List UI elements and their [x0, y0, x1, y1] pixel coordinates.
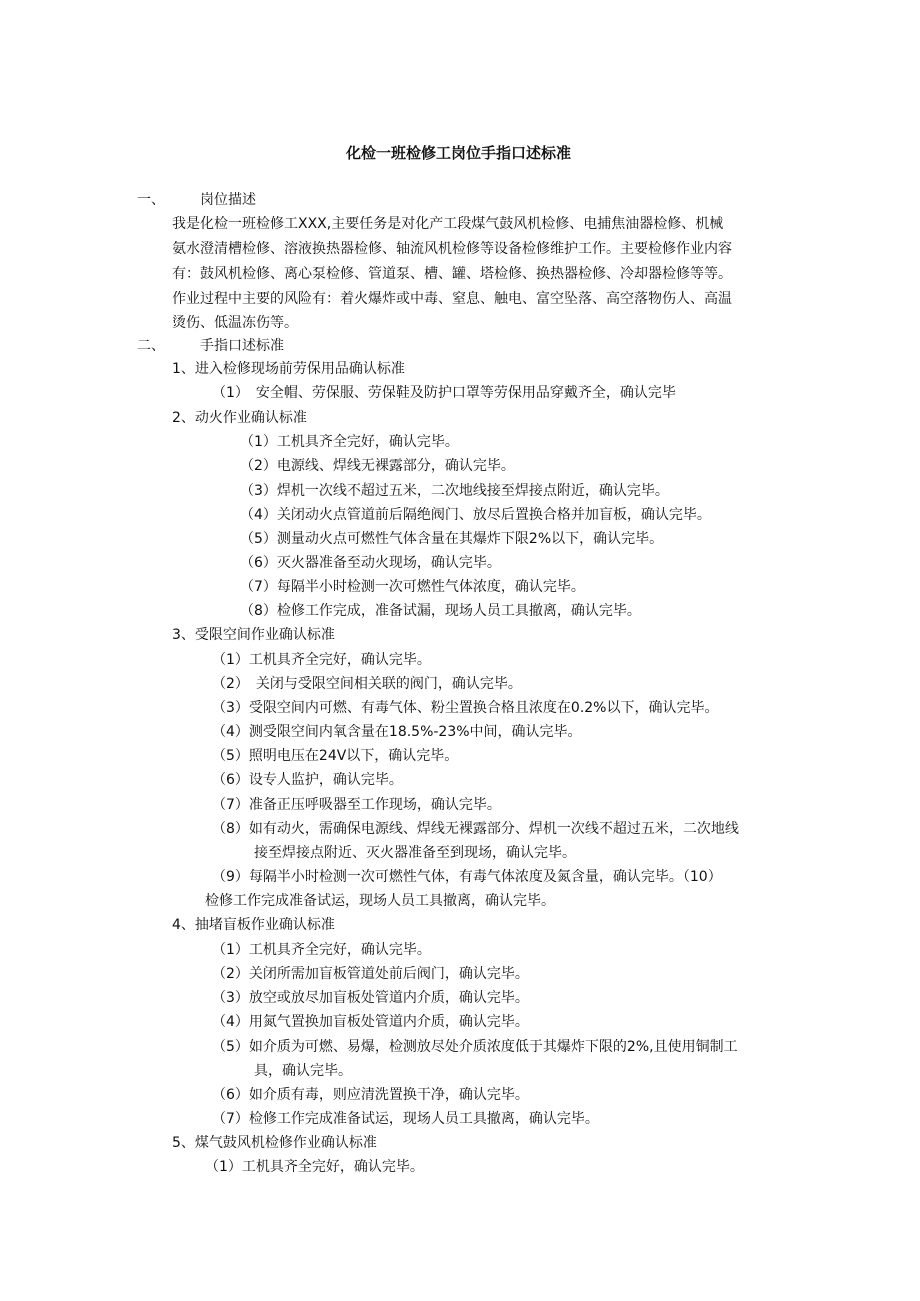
- list-item: （7）准备正压呼吸器至工作现场，确认完毕。: [212, 797, 501, 813]
- section-1-paragraph-line: 作业过程中主要的风险有：着火爆炸或中毒、窒息、触电、富空坠落、高空落物伤人、高温: [172, 291, 732, 307]
- list-item: （1）工机具齐全完好，确认完毕。: [205, 1159, 424, 1175]
- section-1-heading: 岗位描述: [200, 192, 256, 208]
- list-item-continuation: 接至焊接点附近、灭火器准备至到现场，确认完毕。: [254, 845, 576, 861]
- subsection-2-heading: 2、动火作业确认标准: [172, 410, 307, 426]
- list-item-continuation: 检修工作完成准备试运，现场人员工具撤离，确认完毕。: [205, 893, 555, 909]
- subsection-5-heading: 5、煤气鼓风机检修作业确认标准: [172, 1135, 377, 1151]
- list-item: （3）放空或放尽加盲板处管道内介质，确认完毕。: [212, 990, 529, 1006]
- section-2-heading: 手指口述标准: [200, 338, 284, 354]
- list-item: （5）照明电压在24V以下，确认完毕。: [212, 748, 459, 764]
- list-item: （2）电源线、焊线无裸露部分，确认完毕。: [240, 458, 515, 474]
- section-1-paragraph-line: 有：鼓风机检修、离心泵检修、管道泵、槽、罐、塔检修、换热器检修、冷却器检修等等。: [172, 266, 732, 282]
- list-item: （4）关闭动火点管道前后隔绝阀门、放尽后置换合格并加盲板，确认完毕。: [240, 507, 711, 523]
- list-item: （1）工机具齐全完好，确认完毕。: [240, 434, 459, 450]
- list-item: （5）测量动火点可燃性气体含量在其爆炸下限2%以下，确认完毕。: [240, 531, 664, 547]
- list-item: （9）每隔半小时检测一次可燃性气体，有毒气体浓度及氮含量，确认完毕。（10）: [212, 869, 722, 885]
- section-1-paragraph-line: 我是化检一班检修工XXX,主要任务是对化产工段煤气鼓风机检修、电捕焦油器检修、机械: [172, 216, 724, 232]
- document-title: 化检一班检修工岗位手指口述标准: [346, 144, 572, 162]
- list-item: （5）如介质为可燃、易爆，检测放尽处介质浓度低于其爆炸下限的2%,且使用铜制工: [212, 1039, 738, 1055]
- list-item: （8）如有动火，需确保电源线、焊线无裸露部分、焊机一次线不超过五米，二次地线: [212, 821, 739, 837]
- section-1-number: 一、: [137, 192, 165, 208]
- list-item: （2）关闭所需加盲板管道处前后阀门，确认完毕。: [212, 966, 529, 982]
- list-item: （4）测受限空间内氧含量在18.5%-23%中间，确认完毕。: [212, 724, 582, 740]
- subsection-3-heading: 3、受限空间作业确认标准: [172, 627, 335, 643]
- subsection-1-heading: 1、进入检修现场前劳保用品确认标准: [172, 361, 405, 377]
- list-item: （7）检修工作完成准备试运，现场人员工具撤离，确认完毕。: [212, 1111, 599, 1127]
- list-item: （3）焊机一次线不超过五米，二次地线接至焊接点附近，确认完毕。: [240, 483, 669, 499]
- list-item: （1）工机具齐全完好，确认完毕。: [212, 942, 431, 958]
- list-item: （6）如介质有毒，则应清洗置换干净，确认完毕。: [212, 1087, 529, 1103]
- list-item: （6）设专人监护，确认完毕。: [212, 772, 403, 788]
- list-item: （7）每隔半小时检测一次可燃性气体浓度，确认完毕。: [240, 579, 585, 595]
- list-item: （3）受限空间内可燃、有毒气体、粉尘置换合格且浓度在0.2%以下，确认完毕。: [212, 700, 719, 716]
- section-1-paragraph-line: 烫伤、低温冻伤等。: [172, 315, 298, 331]
- list-item-continuation: 具，确认完毕。: [254, 1063, 352, 1079]
- list-item: （1）工机具齐全完好，确认完毕。: [212, 652, 431, 668]
- list-item: （4）用氮气置换加盲板处管道内介质，确认完毕。: [212, 1014, 529, 1030]
- list-item: （2） 关闭与受限空间相关联的阀门，确认完毕。: [212, 676, 522, 692]
- list-item: （6）灭火器准备至动火现场，确认完毕。: [240, 555, 501, 571]
- section-2-number: 二、: [137, 338, 165, 354]
- list-item: （8）检修工作完成，准备试漏，现场人员工具撤离，确认完毕。: [240, 603, 641, 619]
- list-item: （1） 安全帽、劳保服、劳保鞋及防护口罩等劳保用品穿戴齐全，确认完毕: [212, 385, 676, 401]
- section-1-paragraph-line: 氨水澄清槽检修、溶液换热器检修、轴流风机检修等设备检修维护工作。主要检修作业内容: [172, 241, 732, 257]
- subsection-4-heading: 4、抽堵盲板作业确认标准: [172, 917, 335, 933]
